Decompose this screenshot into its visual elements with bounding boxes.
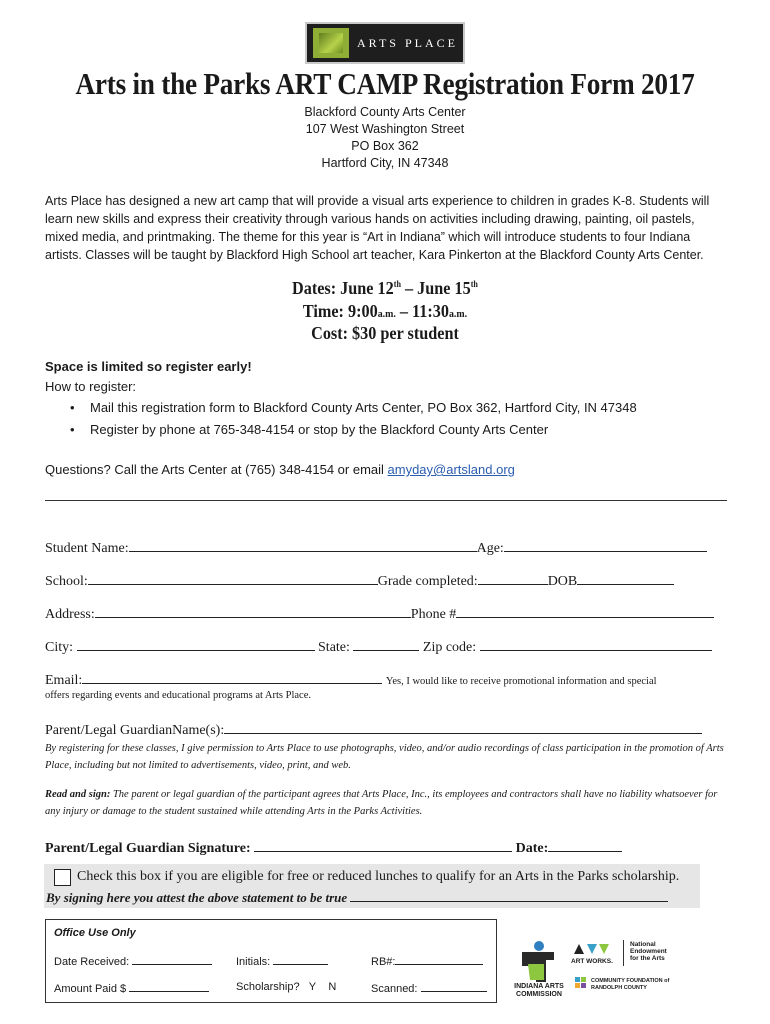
register-option-phone: • Register by phone at 765-348-4154 or stop by the Blackford County Arts Center bbox=[70, 422, 549, 437]
email-row bbox=[45, 669, 657, 689]
signature-field[interactable] bbox=[254, 837, 512, 852]
community-foundation-icon bbox=[575, 977, 587, 989]
scholarship-yn: Scholarship? Y N bbox=[236, 981, 337, 993]
photo-release-text: By registering for these classes, I give permission to Arts Place to use photographs, video, and/or audio recordings of class participation in the promotion of Arts Place, including but not limited to advertisements, video, print, and web. bbox=[45, 743, 724, 771]
address-label: Address: bbox=[45, 607, 95, 622]
initials: Initials: bbox=[236, 954, 328, 968]
date-received: Date Received: bbox=[54, 954, 212, 968]
guardian-row bbox=[45, 719, 702, 739]
dob-label: DOB bbox=[547, 574, 578, 589]
rb-number: RB#: bbox=[371, 954, 483, 968]
date-field[interactable] bbox=[548, 837, 622, 852]
address-line-3: PO Box 362 bbox=[351, 139, 419, 153]
optin-text-continued: offers regarding events and educational programs at Arts Place. bbox=[45, 690, 312, 701]
divider bbox=[45, 500, 727, 501]
email-field[interactable] bbox=[82, 669, 382, 684]
office-use-title: Office Use Only bbox=[54, 927, 136, 939]
grade-field[interactable] bbox=[478, 570, 548, 585]
phone-field[interactable] bbox=[456, 603, 714, 618]
address-field[interactable] bbox=[95, 603, 411, 618]
register-option-mail: • Mail this registration form to Blackford County Arts Center, PO Box 362, Hartford City, IN 47348 bbox=[70, 400, 637, 415]
student-name-field[interactable] bbox=[129, 537, 477, 552]
lunch-eligibility-text: Check this box if you are eligible for free or reduced lunches to qualify for an Arts in the Parks scholarship. bbox=[77, 869, 680, 884]
scanned: Scanned: bbox=[371, 981, 487, 995]
age-field[interactable] bbox=[504, 537, 707, 552]
art-works-text: ART WORKS. bbox=[571, 958, 613, 965]
read-and-sign-text: Read and sign: The parent or legal guardian of the participant agrees that Arts Place, Inc., its employees and contractors shall have no liability whatsoever for any injury or damage to the student sustained while attending Arts in the Parks Activities. bbox=[45, 789, 718, 817]
email-link[interactable]: amyday@artsland.org bbox=[387, 462, 515, 477]
how-to-register-label: How to register: bbox=[45, 379, 137, 394]
arts-place-logo-mark bbox=[313, 28, 349, 58]
city-label: City: bbox=[45, 640, 74, 655]
signature-label: Parent/Legal Guardian Signature: bbox=[45, 841, 251, 856]
camp-dates: Dates: June 12th – June 15th bbox=[292, 278, 478, 298]
attest-signature-field[interactable] bbox=[350, 889, 668, 902]
school-field[interactable] bbox=[88, 570, 378, 585]
community-foundation-text: COMMUNITY FOUNDATION of RANDOLPH COUNTY bbox=[591, 978, 670, 991]
grade-label: Grade completed: bbox=[377, 574, 478, 589]
page-title: Arts in the Parks ART CAMP Registration Form 2017 bbox=[75, 66, 695, 101]
age-label: Age: bbox=[476, 541, 504, 556]
city-field[interactable] bbox=[77, 636, 315, 651]
zip-field[interactable] bbox=[480, 636, 712, 651]
guardian-label: Parent/Legal GuardianName(s): bbox=[45, 723, 225, 738]
dob-field[interactable] bbox=[577, 570, 674, 585]
zip-label: Zip code: bbox=[422, 640, 477, 655]
intro-paragraph: Arts Place has designed a new art camp that will provide a visual arts experience to children in grades K-8. Students will learn new skills and express their creativity through various hands on activities including drawing, painting, oil pastels, mixed media, and printmaking. The theme for this year is “Art in Indiana” which will introduce students to four Indiana artists. Classes will be taught by Blackford High School art teacher, Kara Pinkerton at the Blackford County Arts Center. bbox=[45, 194, 710, 262]
nea-text: National Endowment for the Arts bbox=[630, 941, 667, 962]
art-works-shapes-icon bbox=[572, 942, 612, 956]
state-field[interactable] bbox=[353, 636, 419, 651]
attest-text: By signing here you attest the above statement to be true bbox=[46, 890, 348, 905]
date-label: Date: bbox=[515, 841, 549, 856]
signature-row bbox=[45, 837, 622, 857]
optin-text: Yes, I would like to receive promotional information and special bbox=[385, 676, 657, 687]
sponsor-divider bbox=[623, 940, 624, 966]
address-row bbox=[45, 603, 714, 623]
school-label: School: bbox=[45, 574, 88, 589]
address-line-2: 107 West Washington Street bbox=[305, 122, 465, 136]
student-name-label: Student Name: bbox=[45, 541, 129, 556]
email-label: Email: bbox=[45, 673, 83, 688]
guardian-field[interactable] bbox=[224, 719, 702, 734]
address-line-1: Blackford County Arts Center bbox=[304, 105, 466, 119]
student-name-row bbox=[45, 537, 707, 557]
amount-paid: Amount Paid $ bbox=[54, 981, 209, 995]
city-row bbox=[45, 636, 712, 656]
phone-label: Phone # bbox=[410, 607, 457, 622]
attest-row bbox=[46, 889, 668, 906]
indiana-arts-commission-text: INDIANA ARTS COMMISSION bbox=[514, 983, 564, 998]
space-limited-note: Space is limited so register early! bbox=[45, 359, 252, 374]
arts-place-logo bbox=[305, 22, 465, 64]
address-line-4: Hartford City, IN 47348 bbox=[321, 156, 449, 170]
scholarship-box bbox=[44, 864, 700, 908]
office-use-box bbox=[45, 919, 497, 1003]
logo-text: ARTS PLACE bbox=[357, 36, 458, 50]
camp-cost: Cost: $30 per student bbox=[311, 323, 459, 343]
lunch-eligibility-checkbox[interactable] bbox=[54, 869, 71, 886]
camp-time: Time: 9:00a.m. – 11:30a.m. bbox=[302, 301, 468, 321]
state-label: State: bbox=[318, 640, 350, 655]
school-row bbox=[45, 570, 674, 590]
questions-line: Questions? Call the Arts Center at (765) 348-4154 or email amyday@artsland.org bbox=[45, 462, 515, 477]
